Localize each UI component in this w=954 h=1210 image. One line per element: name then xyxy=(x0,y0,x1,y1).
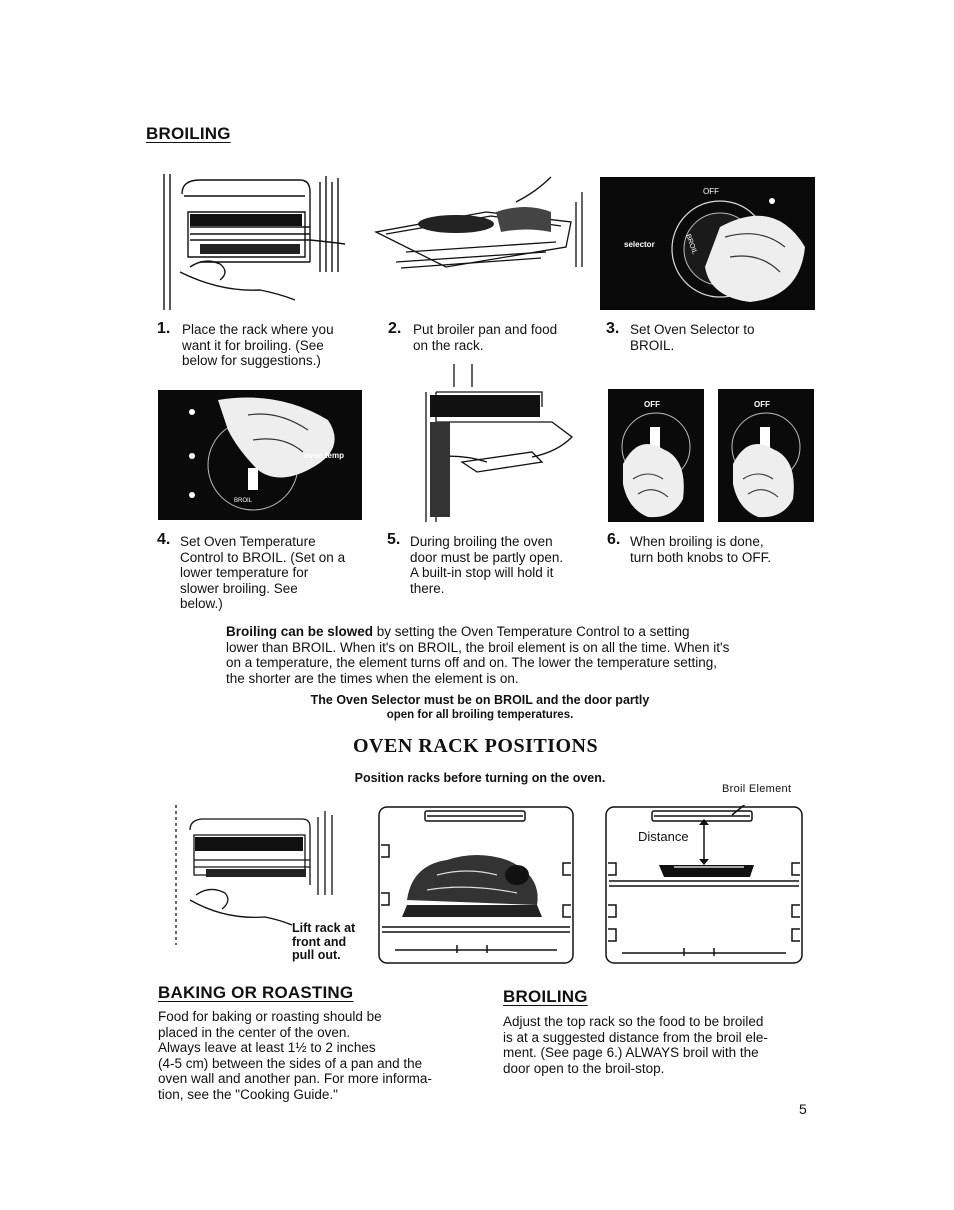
roasting-oven-diagram xyxy=(377,805,575,965)
broil-small-label: BROIL xyxy=(234,498,253,504)
page-number: 5 xyxy=(799,1101,807,1117)
baking-paragraph: Food for baking or roasting should be placed in the center of the oven. Always leave at least 1½ to 2 inches (4-5 cm) between the sides of a pan and the oven wall and another pan. For more informa- tion, see the "Cooking Guide." xyxy=(158,1009,432,1102)
rack-positions-subtitle: Position racks before turning on the oven. xyxy=(354,771,606,785)
rack-pull-illustration xyxy=(160,172,360,312)
selector-label: selector xyxy=(624,240,655,249)
broiling-heading-2: BROILING xyxy=(503,987,588,1006)
step-2-number: 2. xyxy=(388,320,402,337)
door-open-illustration xyxy=(402,362,592,524)
step-6-text: When broiling is done, turn both knobs to OFF. xyxy=(630,534,772,565)
broiling-heading: BROILING xyxy=(146,124,231,143)
oven-temp-label: oven temp xyxy=(304,451,345,460)
step-2-text: Put broiler pan and food on the rack. xyxy=(413,322,558,353)
lift-rack-caption: Lift rack at front and pull out. xyxy=(292,921,356,962)
step-5-number: 5. xyxy=(387,531,401,548)
baking-heading: BAKING OR ROASTING xyxy=(158,983,354,1002)
step-4-number: 4. xyxy=(157,531,171,548)
step-6-number: 6. xyxy=(607,531,621,548)
broiling-slowed-paragraph: Broiling can be slowed by setting the Oven Temperature Control to a setting lower than BROIL. When it's on BROIL, the broil element is on all the time. When it's on a temperature, the element turns off and on. The lower the temperature setting, the shorter are the times when the element is on. xyxy=(226,624,730,686)
broil-distance-diagram xyxy=(604,805,804,965)
selector-knob-illustration xyxy=(600,177,815,310)
step-3-number: 3. xyxy=(606,320,620,337)
right-knob-off-illustration xyxy=(718,389,814,522)
selector-off-label: OFF xyxy=(703,187,719,196)
knob-left-off-label: OFF xyxy=(644,400,660,409)
knob-right-off-label: OFF xyxy=(754,400,770,409)
selector-broil-label: BROIL xyxy=(684,233,698,256)
broiler-pan-illustration xyxy=(366,172,588,292)
broiling-paragraph: Adjust the top rack so the food to be broiled is at a suggested distance from the broil ele- ment. (See page 6.) ALWAYS broil with the door open to the broil-stop. xyxy=(503,1014,768,1076)
broil-element-label: Broil Element xyxy=(722,783,792,795)
step-5-text: During broiling the oven door must be partly open. A built-in stop will hold it there. xyxy=(410,534,564,596)
step-1-number: 1. xyxy=(157,320,171,337)
left-knob-off-illustration xyxy=(608,389,704,522)
step-4-text: Set Oven Temperature Control to BROIL. (Set on a lower temperature for slower broiling. See below.) xyxy=(180,534,346,611)
step-1-text: Place the rack where you want it for broiling. (See below for suggestions.) xyxy=(182,322,334,368)
rack-positions-title: OVEN RACK POSITIONS xyxy=(353,735,599,757)
distance-label: Distance xyxy=(638,829,689,844)
broil-notice: The Oven Selector must be on BROIL and the door partly open for all broiling temperatures. xyxy=(310,693,650,721)
step-3-text: Set Oven Selector to BROIL. xyxy=(630,322,755,353)
oven-temp-knob-illustration xyxy=(158,390,362,520)
